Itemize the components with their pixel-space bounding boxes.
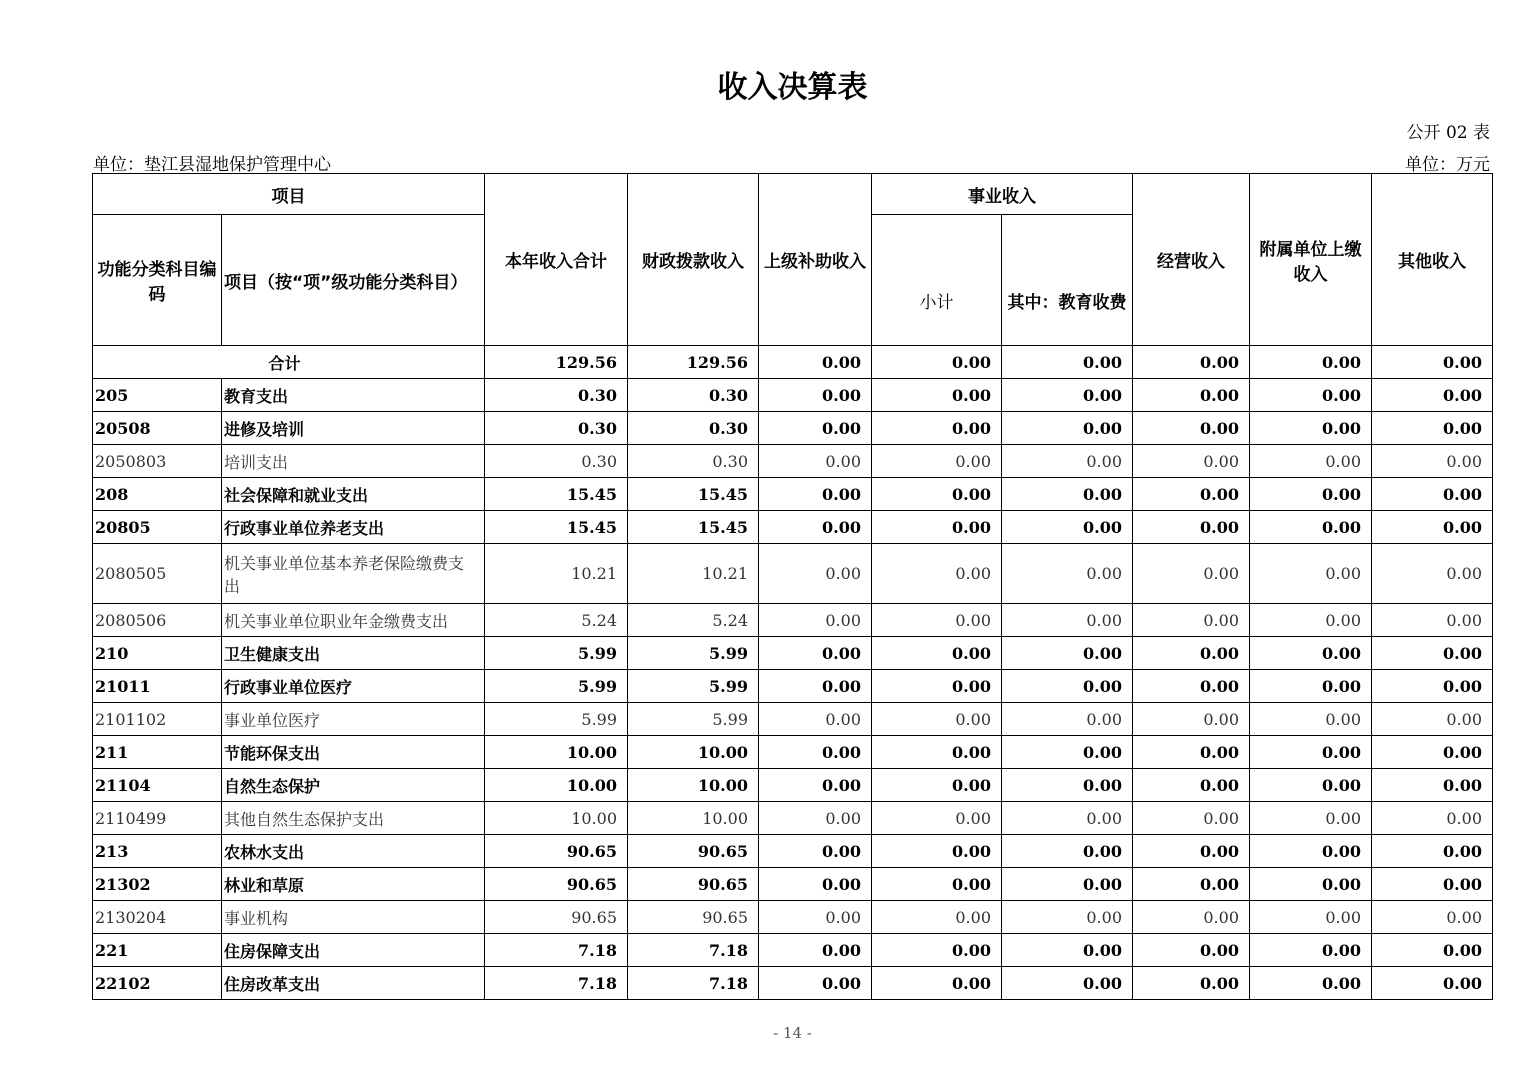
amount-cell: 0.00 [1133,445,1250,478]
amount-cell: 90.65 [485,868,628,901]
header-total-income: 本年收入合计 [485,174,628,346]
amount-cell: 0.00 [759,703,872,736]
amount-cell: 10.21 [628,544,759,604]
project-name-cell: 林业和草原 [222,868,485,901]
amount-cell: 0.00 [872,802,1002,835]
function-code-cell: 2110499 [93,802,222,835]
amount-cell: 0.00 [872,412,1002,445]
header-business-income: 经营收入 [1133,174,1250,346]
amount-cell: 0.00 [1250,445,1372,478]
table-row [93,604,1493,637]
project-name-cell: 行政事业单位养老支出 [222,511,485,544]
total-cell: 0.00 [1002,346,1133,379]
table-row [93,835,1493,868]
project-name-cell: 培训支出 [222,445,485,478]
amount-cell: 0.30 [485,412,628,445]
amount-cell: 90.65 [628,901,759,934]
total-label: 合计 [93,346,485,379]
amount-cell: 0.00 [759,868,872,901]
table-row [93,901,1493,934]
project-name-cell: 行政事业单位医疗 [222,670,485,703]
table-row [93,478,1493,511]
table-row [93,736,1493,769]
header-career-income-group: 事业收入 [872,174,1133,215]
amount-cell: 0.00 [1002,670,1133,703]
amount-cell: 5.99 [628,670,759,703]
amount-cell: 0.00 [1372,736,1493,769]
amount-cell: 0.00 [1372,670,1493,703]
function-code-cell: 21104 [93,769,222,802]
function-code-cell: 213 [93,835,222,868]
project-name-cell: 节能环保支出 [222,736,485,769]
header-superior-subsidy: 上级补助收入 [759,174,872,346]
amount-cell: 0.00 [872,835,1002,868]
amount-cell: 0.00 [1002,934,1133,967]
amount-cell: 0.00 [759,412,872,445]
amount-cell: 0.00 [1372,478,1493,511]
header-education-fees: 其中：教育收费 [1002,215,1133,346]
function-code-cell: 2080505 [93,544,222,604]
amount-cell: 0.00 [1002,604,1133,637]
table-row [93,379,1493,412]
amount-cell: 0.00 [1002,901,1133,934]
amount-cell: 90.65 [628,868,759,901]
amount-cell: 0.00 [1372,901,1493,934]
function-code-cell: 2080506 [93,604,222,637]
amount-cell: 0.00 [1133,835,1250,868]
amount-cell: 10.00 [485,802,628,835]
amount-cell: 7.18 [628,934,759,967]
amount-cell: 0.00 [872,901,1002,934]
table-row [93,868,1493,901]
amount-cell: 0.00 [1133,934,1250,967]
total-cell: 129.56 [628,346,759,379]
project-name-cell: 进修及培训 [222,412,485,445]
amount-cell: 0.00 [1002,637,1133,670]
function-code-cell: 208 [93,478,222,511]
amount-cell: 5.99 [628,703,759,736]
header-subtotal: 小计 [872,215,1002,346]
header-affiliated-unit-income: 附属单位上缴收入 [1250,174,1372,346]
table-body [93,346,1493,1000]
amount-cell: 5.99 [485,670,628,703]
amount-cell: 0.00 [759,802,872,835]
amount-cell: 0.00 [1250,736,1372,769]
amount-cell: 0.00 [1002,835,1133,868]
amount-cell: 0.00 [872,868,1002,901]
amount-cell: 0.00 [1133,802,1250,835]
amount-cell: 0.00 [872,511,1002,544]
amount-cell: 0.00 [872,769,1002,802]
total-cell: 0.00 [872,346,1002,379]
amount-cell: 0.00 [1372,703,1493,736]
amount-cell: 0.00 [759,835,872,868]
amount-cell: 0.00 [1002,478,1133,511]
amount-cell: 0.00 [872,967,1002,1000]
amount-cell: 0.00 [872,478,1002,511]
amount-cell: 7.18 [628,967,759,1000]
amount-cell: 0.00 [759,478,872,511]
amount-cell: 0.00 [1002,511,1133,544]
amount-cell: 0.00 [1372,604,1493,637]
amount-cell: 0.00 [872,934,1002,967]
amount-cell: 5.99 [628,637,759,670]
amount-cell: 0.00 [1002,736,1133,769]
amount-cell: 0.00 [1133,736,1250,769]
function-code-cell: 2101102 [93,703,222,736]
amount-cell: 15.45 [485,511,628,544]
amount-cell: 0.00 [1250,637,1372,670]
amount-cell: 0.00 [1250,934,1372,967]
project-name-cell: 其他自然生态保护支出 [222,802,485,835]
amount-cell: 0.00 [759,967,872,1000]
function-code-cell: 205 [93,379,222,412]
amount-cell: 0.00 [759,604,872,637]
project-name-cell: 住房改革支出 [222,967,485,1000]
project-name-cell: 教育支出 [222,379,485,412]
amount-cell: 0.00 [1133,412,1250,445]
project-name-cell: 事业机构 [222,901,485,934]
table-row [93,703,1493,736]
amount-cell: 0.00 [1372,769,1493,802]
amount-cell: 0.00 [1133,379,1250,412]
amount-cell: 0.00 [1133,511,1250,544]
amount-cell: 0.00 [1002,544,1133,604]
amount-cell: 0.00 [1250,379,1372,412]
amount-cell: 0.00 [1372,967,1493,1000]
header-project-group: 项目 [93,174,485,215]
amount-cell: 0.00 [759,934,872,967]
function-code-cell: 221 [93,934,222,967]
amount-cell: 0.00 [1372,511,1493,544]
amount-cell: 0.00 [759,379,872,412]
amount-cell: 90.65 [485,835,628,868]
amount-cell: 0.00 [1133,769,1250,802]
amount-cell: 0.30 [485,445,628,478]
project-name-cell: 农林水支出 [222,835,485,868]
amount-cell: 0.00 [1133,967,1250,1000]
function-code-cell: 2050803 [93,445,222,478]
amount-cell: 10.21 [485,544,628,604]
amount-cell: 0.00 [1133,703,1250,736]
amount-cell: 0.00 [1002,802,1133,835]
header-function-code: 功能分类科目编码 [93,215,222,346]
income-final-accounts-table [92,173,1493,1000]
amount-cell: 0.00 [1372,445,1493,478]
table-row [93,670,1493,703]
amount-cell: 0.00 [872,736,1002,769]
amount-cell: 10.00 [628,802,759,835]
project-name-cell: 机关事业单位职业年金缴费支出 [222,604,485,637]
amount-cell: 0.00 [1372,544,1493,604]
amount-cell: 0.00 [759,637,872,670]
total-cell: 129.56 [485,346,628,379]
project-name-cell: 自然生态保护 [222,769,485,802]
table-row [93,967,1493,1000]
amount-cell: 0.00 [1002,967,1133,1000]
function-code-cell: 21302 [93,868,222,901]
total-cell: 0.00 [759,346,872,379]
amount-cell: 0.30 [485,379,628,412]
amount-cell: 15.45 [628,478,759,511]
form-number: 公开 02 表 [1406,123,1490,143]
amount-cell: 7.18 [485,967,628,1000]
function-code-cell: 20805 [93,511,222,544]
amount-cell: 0.00 [872,604,1002,637]
table-row [93,412,1493,445]
amount-cell: 0.00 [1133,604,1250,637]
project-name-cell: 住房保障支出 [222,934,485,967]
amount-cell: 5.24 [485,604,628,637]
function-code-cell: 20508 [93,412,222,445]
amount-cell: 0.00 [759,544,872,604]
amount-cell: 0.00 [759,511,872,544]
table-row [93,934,1493,967]
total-cell: 0.00 [1372,346,1493,379]
function-code-cell: 21011 [93,670,222,703]
amount-cell: 10.00 [485,736,628,769]
amount-cell: 15.45 [628,511,759,544]
header-other-income: 其他收入 [1372,174,1493,346]
amount-cell: 0.00 [1372,412,1493,445]
amount-cell: 0.00 [872,670,1002,703]
amount-cell: 0.00 [1250,769,1372,802]
function-code-cell: 211 [93,736,222,769]
header-fiscal-appropriation: 财政拨款收入 [628,174,759,346]
amount-cell: 0.00 [1250,703,1372,736]
amount-cell: 5.99 [485,703,628,736]
amount-cell: 0.00 [1250,967,1372,1000]
page-number: - 14 - [773,1024,812,1042]
amount-cell: 15.45 [485,478,628,511]
amount-cell: 0.00 [759,670,872,703]
amount-cell: 0.30 [628,379,759,412]
amount-cell: 0.00 [759,769,872,802]
amount-cell: 0.00 [872,544,1002,604]
amount-cell: 0.00 [1133,868,1250,901]
table-row [93,511,1493,544]
amount-cell: 0.00 [1250,478,1372,511]
amount-cell: 0.00 [1250,412,1372,445]
amount-cell: 10.00 [628,736,759,769]
amount-cell: 0.00 [872,637,1002,670]
amount-cell: 0.00 [872,379,1002,412]
amount-cell: 0.00 [1250,835,1372,868]
amount-cell: 0.30 [628,445,759,478]
function-code-cell: 210 [93,637,222,670]
amount-cell: 0.00 [1372,802,1493,835]
table-row [93,637,1493,670]
amount-cell: 0.00 [1250,868,1372,901]
page-title: 收入决算表 [717,70,868,105]
amount-cell: 0.00 [1002,769,1133,802]
amount-cell: 0.00 [1002,868,1133,901]
amount-cell: 0.00 [872,703,1002,736]
organization-unit: 单位：垫江县湿地保护管理中心 [93,155,331,175]
function-code-cell: 22102 [93,967,222,1000]
amount-cell: 0.00 [1372,637,1493,670]
amount-cell: 0.00 [1133,478,1250,511]
currency-unit: 单位：万元 [1405,155,1490,175]
amount-cell: 0.00 [1250,544,1372,604]
total-cell: 0.00 [1250,346,1372,379]
function-code-cell: 2130204 [93,901,222,934]
total-row [93,346,1493,379]
amount-cell: 7.18 [485,934,628,967]
amount-cell: 0.30 [628,412,759,445]
table-row [93,544,1493,604]
amount-cell: 0.00 [1002,379,1133,412]
amount-cell: 5.24 [628,604,759,637]
amount-cell: 0.00 [1250,511,1372,544]
project-name-cell: 事业单位医疗 [222,703,485,736]
amount-cell: 0.00 [1250,604,1372,637]
amount-cell: 5.99 [485,637,628,670]
amount-cell: 0.00 [1372,835,1493,868]
table-row [93,802,1493,835]
amount-cell: 10.00 [628,769,759,802]
amount-cell: 0.00 [1372,934,1493,967]
table-row [93,445,1493,478]
amount-cell: 0.00 [1250,802,1372,835]
table-row [93,769,1493,802]
amount-cell: 0.00 [1372,379,1493,412]
amount-cell: 0.00 [1133,637,1250,670]
amount-cell: 0.00 [1133,544,1250,604]
amount-cell: 0.00 [759,445,872,478]
amount-cell: 0.00 [1133,901,1250,934]
project-name-cell: 社会保障和就业支出 [222,478,485,511]
amount-cell: 10.00 [485,769,628,802]
amount-cell: 0.00 [1002,412,1133,445]
amount-cell: 0.00 [1133,670,1250,703]
amount-cell: 90.65 [485,901,628,934]
amount-cell: 0.00 [872,445,1002,478]
amount-cell: 0.00 [1002,445,1133,478]
total-cell: 0.00 [1133,346,1250,379]
amount-cell: 0.00 [759,901,872,934]
amount-cell: 0.00 [1372,868,1493,901]
header-project-name: 项目（按“项”级功能分类科目） [222,215,485,346]
project-name-cell: 卫生健康支出 [222,637,485,670]
project-name-cell: 机关事业单位基本养老保险缴费支出 [222,544,485,604]
amount-cell: 0.00 [1002,703,1133,736]
amount-cell: 90.65 [628,835,759,868]
amount-cell: 0.00 [1250,901,1372,934]
amount-cell: 0.00 [759,736,872,769]
amount-cell: 0.00 [1250,670,1372,703]
